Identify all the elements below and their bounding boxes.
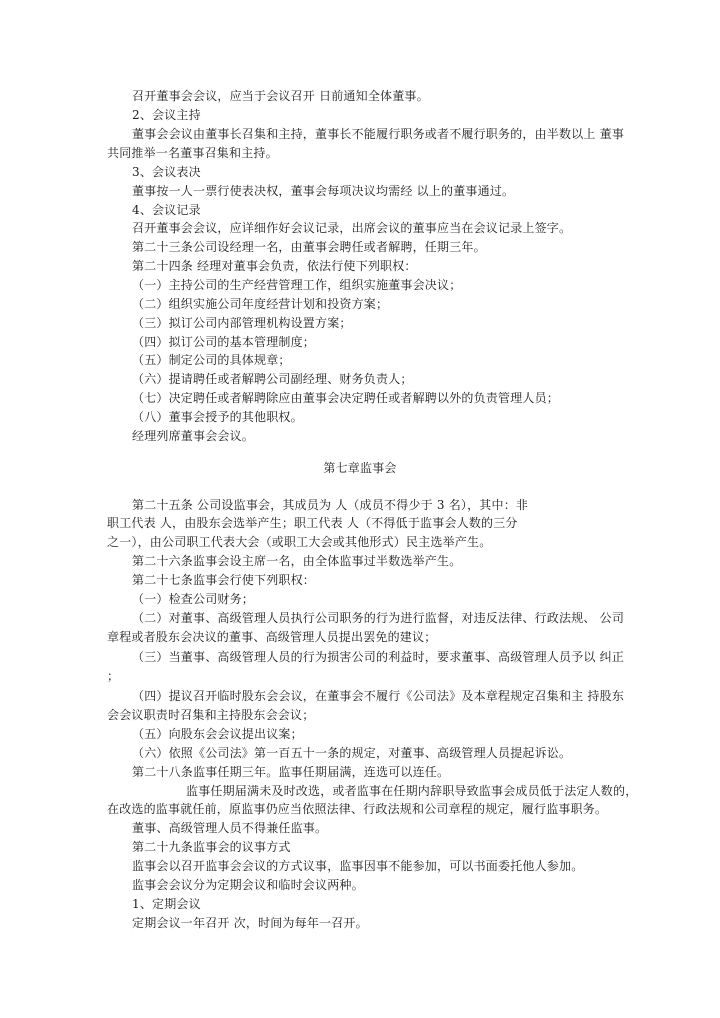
text-line: 在改选的监事就任前，原监事仍应当依照法律、行政法规和公司章程的规定，履行监事职务。 bbox=[107, 802, 608, 816]
text-line: 共同推举一名董事召集和主持。 bbox=[107, 146, 278, 160]
article-line: 第二十八条监事任期三年。监事任期届满，连选可以连任。 bbox=[132, 765, 450, 779]
list-item: （二）组织实施公司年度经营计划和投资方案； bbox=[132, 297, 389, 311]
list-item: （七）决定聘任或者解聘除应由董事会决定聘任或者解聘以外的负责管理人员； bbox=[132, 391, 560, 405]
text-line: 章程或者股东会决议的董事、高级管理人员提出罢免的建议； bbox=[107, 630, 437, 644]
list-item: （八）董事会授予的其他职权。 bbox=[132, 410, 303, 424]
list-item: （六）提请聘任或者解聘公司副经理、财务负责人； bbox=[132, 372, 413, 386]
text-line: 职工代表 人，由股东会选举产生；职工代表 人（不得低于监事会人数的三分 bbox=[107, 516, 518, 530]
list-item: （四）拟订公司的基本管理制度； bbox=[132, 335, 316, 349]
section-heading: 4、会议记录 bbox=[132, 203, 201, 217]
text-line: 监事任期届满未及时改选，或者监事在任期内辞职导致监事会成员低于法定人数的， bbox=[186, 784, 638, 798]
article-line: 第二十七条监事会行使下列职权： bbox=[132, 573, 316, 587]
article-line: 第二十九条监事会的议事方式 bbox=[132, 840, 291, 854]
article-line: 第二十五条 公司设监事会，其成员为 人（成员不得少于 3 名），其中：非 bbox=[132, 498, 529, 512]
article-line: 第二十三条公司设经理一名，由董事会聘任或者解聘，任期三年。 bbox=[132, 240, 486, 254]
text-line: 召开董事会会议，应当于会议召开 日前通知全体董事。 bbox=[132, 89, 429, 103]
list-item: （三）拟订公司内部管理机构设置方案； bbox=[132, 316, 352, 330]
text-line: 董事、高级管理人员不得兼任监事。 bbox=[132, 821, 328, 835]
list-item: （四）提议召开临时股东会会议，在董事会不履行《公司法》及本章程规定召集和主 持股东 bbox=[132, 689, 625, 703]
text-line: ； bbox=[107, 669, 120, 683]
text-line: 经理列席董事会会议。 bbox=[132, 429, 255, 443]
text-line: 董事按一人一票行使表决权，董事会每项决议均需经 以上的董事通过。 bbox=[132, 184, 515, 198]
text-line: 会会议职责时召集和主持股东会会议； bbox=[107, 708, 315, 722]
list-item: （三）当董事、高级管理人员的行为损害公司的利益时，要求董事、高级管理人员予以 纠正 bbox=[132, 650, 625, 664]
list-item: （一）检查公司财务； bbox=[132, 592, 255, 606]
text-line: 监事会会议分为定期会议和临时会议两种。 bbox=[132, 878, 364, 892]
article-line: 第二十四条 经理对董事会负责，依法行使下列职权： bbox=[132, 259, 417, 273]
text-line: 董事会会议由董事长召集和主持，董事长不能履行职务或者不履行职务的，由半数以上 董事 bbox=[132, 127, 625, 141]
text-line: 定期会议一年召开 次，时间为每年一召开。 bbox=[132, 916, 368, 930]
list-item: （六）依照《公司法》第一百五十一条的规定，对董事、高级管理人员提起诉讼。 bbox=[132, 746, 572, 760]
article-line: 第二十六条监事会设主席一名，由全体监事过半数选举产生。 bbox=[132, 554, 462, 568]
section-heading: 1、定期会议 bbox=[132, 897, 201, 911]
list-item: （五）向股东会会议提出议案； bbox=[132, 727, 303, 741]
list-item: （二）对董事、高级管理人员执行公司职务的行为进行监督，对违反法律、行政法规、 公司 bbox=[132, 611, 625, 625]
text-line: 监事会以召开监事会会议的方式议事，监事因事不能参加，可以书面委托他人参加。 bbox=[132, 859, 584, 873]
section-heading: 3、会议表决 bbox=[132, 165, 201, 179]
section-heading: 2、会议主持 bbox=[132, 108, 201, 122]
list-item: （一）主持公司的生产经营管理工作，组织实施董事会决议； bbox=[132, 278, 462, 292]
text-line: 之一），由公司职工代表大会（或职工大会或其他形式）民主选举产生。 bbox=[107, 535, 492, 549]
text-line: 召开董事会会议，应详细作好会议记录，出席会议的董事应当在会议记录上签字。 bbox=[132, 221, 572, 235]
chapter-title: 第七章监事会 bbox=[323, 461, 397, 475]
list-item: （五）制定公司的具体规章； bbox=[132, 353, 291, 367]
